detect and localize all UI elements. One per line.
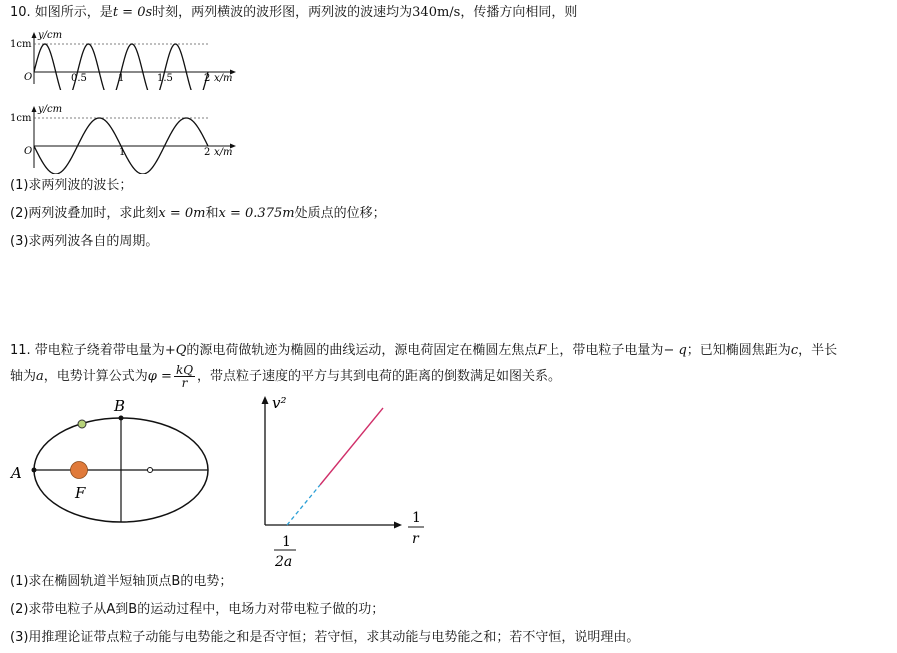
q10-sub3: (3)求两列波各自的周期。 <box>10 234 159 249</box>
ellipse-point-B <box>119 416 124 421</box>
q11-line1-q: − q <box>663 343 687 358</box>
q10-g2-origin: O <box>24 146 33 157</box>
q11-ellipse-diagram <box>8 396 218 528</box>
q11-line2-avar: a <box>36 369 44 384</box>
q11-potential-fraction <box>174 364 195 389</box>
q10-sub2 <box>10 205 386 223</box>
q11-sub1: (1)求在椭圆轨道半短轴顶点B的电势； <box>10 574 233 589</box>
q10-sub2-b: 处质点的位移； <box>294 206 386 221</box>
q10-sub1: (1)求两列波的波长； <box>10 178 133 193</box>
q11-line2-c: ，带点粒子速度的平方与其到电荷的距离的倒数满足如图关系。 <box>197 369 562 384</box>
q10-g1-tick-0: 0.5 <box>71 73 87 84</box>
q10-g1-tick-2: 1.5 <box>157 73 173 84</box>
q10-intro-suffix: ，传播方向相同，则 <box>460 5 578 20</box>
q10-time-eq: t = 0s <box>112 5 153 20</box>
q11-line1-d: ；已知椭圆焦距为 <box>686 343 791 358</box>
q11-sub2: (2)求带电粒子从A到B的运动过程中，电场力对带电粒子做的功； <box>10 602 385 617</box>
ellipse-label-A: A <box>11 464 22 482</box>
q10-g2-tick-1: 2 <box>204 147 211 158</box>
q11-v2-graph <box>250 392 440 572</box>
q10-intro-prefix: 10. 如图所示，是 <box>10 5 113 20</box>
q11-line2-phi: φ = <box>147 369 172 384</box>
q11-line2-a: 轴为 <box>10 369 37 384</box>
q10-sub2-and: 和 <box>205 206 219 221</box>
q11-line1-e: ，半长 <box>798 343 838 358</box>
q10-g2-xlabel: x/m <box>214 147 233 158</box>
q11-frac-num: kQ <box>175 363 194 377</box>
q11-line2 <box>10 364 561 390</box>
q10-intro-mid: 时刻，两列横波的波形图，两列波的波速均为 <box>152 5 413 20</box>
ellipse-label-B: B <box>114 397 126 415</box>
q10-g1-tick-3: 2 <box>204 73 211 84</box>
q11-line1-c: 上，带电粒子电量为 <box>546 343 664 358</box>
q10-g1-tick-1: 1 <box>118 73 125 84</box>
q11-sub3: (3)用推理论证带点粒子动能与电势能之和是否守恒；若守恒，求其动能与电势能之和；若不守恒，说明理由。 <box>10 630 640 645</box>
q11-line2-b: ，电势计算公式为 <box>43 369 148 384</box>
q10-intro <box>10 4 577 22</box>
q10-g1-ylabel: y/cm <box>38 30 63 41</box>
charged-particle <box>78 420 86 428</box>
q10-wave-graph-1 <box>8 28 248 90</box>
q10-sub2-eq2: x = 0.375m <box>218 206 295 221</box>
graph-x0-num: 1 <box>282 534 291 550</box>
q11-line1 <box>10 342 837 360</box>
q10-g1-origin: O <box>24 72 33 83</box>
source-charge-F <box>71 462 88 479</box>
graph-x-den: r <box>412 531 419 547</box>
ellipse-label-F: F <box>75 484 86 502</box>
q10-sub2-a: (2)两列波叠加时，求此刻 <box>10 206 159 221</box>
q11-line1-b: 的源电荷做轨迹为椭圆的曲线运动，源电荷固定在椭圆左焦点 <box>186 343 538 358</box>
q10-speed: 340m/s <box>412 5 461 20</box>
q10-g2-amp: 1cm <box>10 113 32 124</box>
graph-x-num: 1 <box>412 510 421 526</box>
q11-line1-cvar: c <box>790 343 799 358</box>
q10-wave-graph-2 <box>8 102 248 174</box>
q10-sub2-eq1: x = 0m <box>158 206 206 221</box>
graph-dashed-segment <box>287 485 320 525</box>
q11-line1-a: 11. 带电粒子绕着带电量为 <box>10 343 165 358</box>
ellipse-point-A <box>32 468 37 473</box>
ellipse-right-focus <box>148 468 153 473</box>
graph-x0-den: 2a <box>275 554 293 570</box>
q11-line1-F: F <box>537 343 547 358</box>
q10-g1-xlabel: x/m <box>214 73 233 84</box>
q10-g1-amp: 1cm <box>10 39 32 50</box>
graph-ylabel: v² <box>272 394 287 412</box>
q10-g2-ylabel: y/cm <box>38 104 63 115</box>
q10-g2-tick-0: 1 <box>119 147 126 158</box>
q11-line1-Q: +Q <box>164 343 187 358</box>
q11-frac-den: r <box>181 376 188 390</box>
graph-solid-segment <box>320 408 383 485</box>
